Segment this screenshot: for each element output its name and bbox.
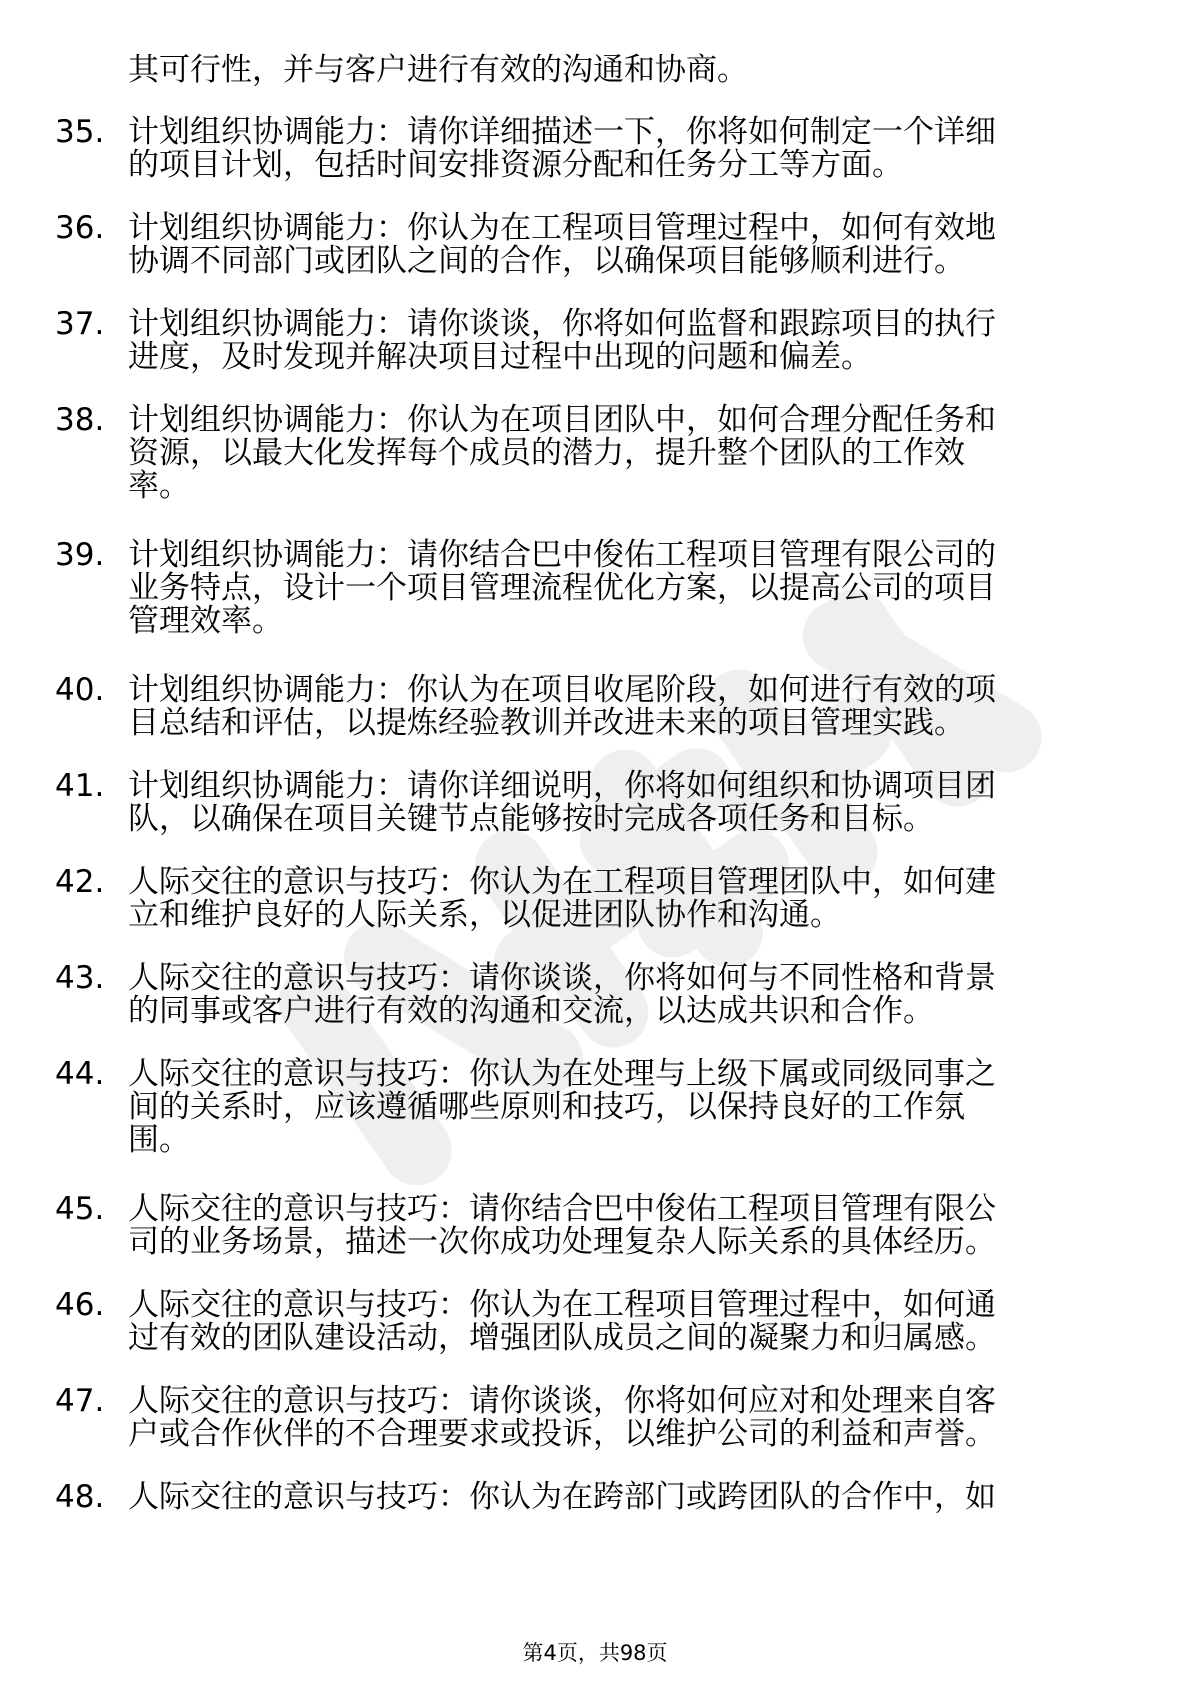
- list-item-text-line: 业务特点，设计一个项目管理流程优化方案，以提高公司的项目: [128, 570, 996, 606]
- list-item-number: 46.: [55, 1287, 105, 1323]
- list-item-text-line: 立和维护良好的人际关系，以促进团队协作和沟通。: [128, 897, 841, 933]
- list-item-number: 36.: [55, 210, 105, 246]
- list-item-number: 37.: [55, 306, 105, 342]
- list-item-number: 38.: [55, 402, 105, 438]
- list-item-text-line: 计划组织协调能力：你认为在项目收尾阶段，如何进行有效的项: [128, 672, 996, 708]
- list-item-text-line: 的同事或客户进行有效的沟通和交流，以达成共识和合作。: [128, 993, 934, 1029]
- list-item-text-line: 围。: [128, 1122, 190, 1158]
- list-item-text-line: 计划组织协调能力：你认为在项目团队中，如何合理分配任务和: [128, 402, 996, 438]
- list-item-text-line: 户或合作伙伴的不合理要求或投诉，以维护公司的利益和声誉。: [128, 1416, 996, 1452]
- list-item-text-line: 资源，以最大化发挥每个成员的潜力，提升整个团队的工作效: [128, 435, 965, 471]
- list-item-number: 43.: [55, 960, 105, 996]
- list-item-text-line: 管理效率。: [128, 603, 283, 639]
- list-item-number: 44.: [55, 1056, 105, 1092]
- list-item-text-line: 计划组织协调能力：请你详细说明，你将如何组织和协调项目团: [128, 768, 996, 804]
- list-item-text-line: 计划组织协调能力：请你结合巴中俊佑工程项目管理有限公司的: [128, 537, 996, 573]
- list-item-number: 40.: [55, 672, 105, 708]
- list-item-text-line: 人际交往的意识与技巧：请你谈谈，你将如何与不同性格和背景: [128, 960, 996, 996]
- list-item-text-line: 司的业务场景，描述一次你成功处理复杂人际关系的具体经历。: [128, 1224, 996, 1260]
- list-item-text-line: 人际交往的意识与技巧：请你谈谈，你将如何应对和处理来自客: [128, 1383, 996, 1419]
- list-item-text-line: 率。: [128, 468, 190, 504]
- list-item-number: 42.: [55, 864, 105, 900]
- list-item-number: 41.: [55, 768, 105, 804]
- list-item-number: 39.: [55, 537, 105, 573]
- list-item-text-line: 人际交往的意识与技巧：请你结合巴中俊佑工程项目管理有限公: [128, 1191, 996, 1227]
- list-item-text-line: 协调不同部门或团队之间的合作，以确保项目能够顺利进行。: [128, 243, 965, 279]
- list-item-number: 35.: [55, 114, 105, 150]
- list-item-text-line: 目总结和评估，以提炼经验教训并改进未来的项目管理实践。: [128, 705, 965, 741]
- list-item-number: 45.: [55, 1191, 105, 1227]
- list-item-number: 48.: [55, 1479, 105, 1515]
- list-item-text-line: 人际交往的意识与技巧：你认为在工程项目管理过程中，如何通: [128, 1287, 996, 1323]
- list-item-text-line: 人际交往的意识与技巧：你认为在跨部门或跨团队的合作中，如: [128, 1479, 996, 1515]
- list-item-text-line: 过有效的团队建设活动，增强团队成员之间的凝聚力和归属感。: [128, 1320, 996, 1356]
- list-item-text-line: 计划组织协调能力：请你详细描述一下，你将如何制定一个详细: [128, 114, 996, 150]
- list-item-text-line: 的项目计划，包括时间安排资源分配和任务分工等方面。: [128, 147, 903, 183]
- list-item-text-line: 进度，及时发现并解决项目过程中出现的问题和偏差。: [128, 339, 872, 375]
- page-footer: 第4页，共98页: [522, 1641, 668, 1665]
- list-item-text-line: 计划组织协调能力：你认为在工程项目管理过程中，如何有效地: [128, 210, 996, 246]
- list-item-number: 47.: [55, 1383, 105, 1419]
- list-item-text-line: 计划组织协调能力：请你谈谈，你将如何监督和跟踪项目的执行: [128, 306, 996, 342]
- list-item-text-line: 间的关系时，应该遵循哪些原则和技巧，以保持良好的工作氛: [128, 1089, 965, 1125]
- list-item-text-line: 队，以确保在项目关键节点能够按时完成各项任务和目标。: [128, 801, 934, 837]
- list-item-text-line: 人际交往的意识与技巧：你认为在工程项目管理团队中，如何建: [128, 864, 996, 900]
- list-item-text-line: 人际交往的意识与技巧：你认为在处理与上级下属或同级同事之: [128, 1056, 996, 1092]
- continuation-text: 其可行性，并与客户进行有效的沟通和协商。: [128, 52, 748, 88]
